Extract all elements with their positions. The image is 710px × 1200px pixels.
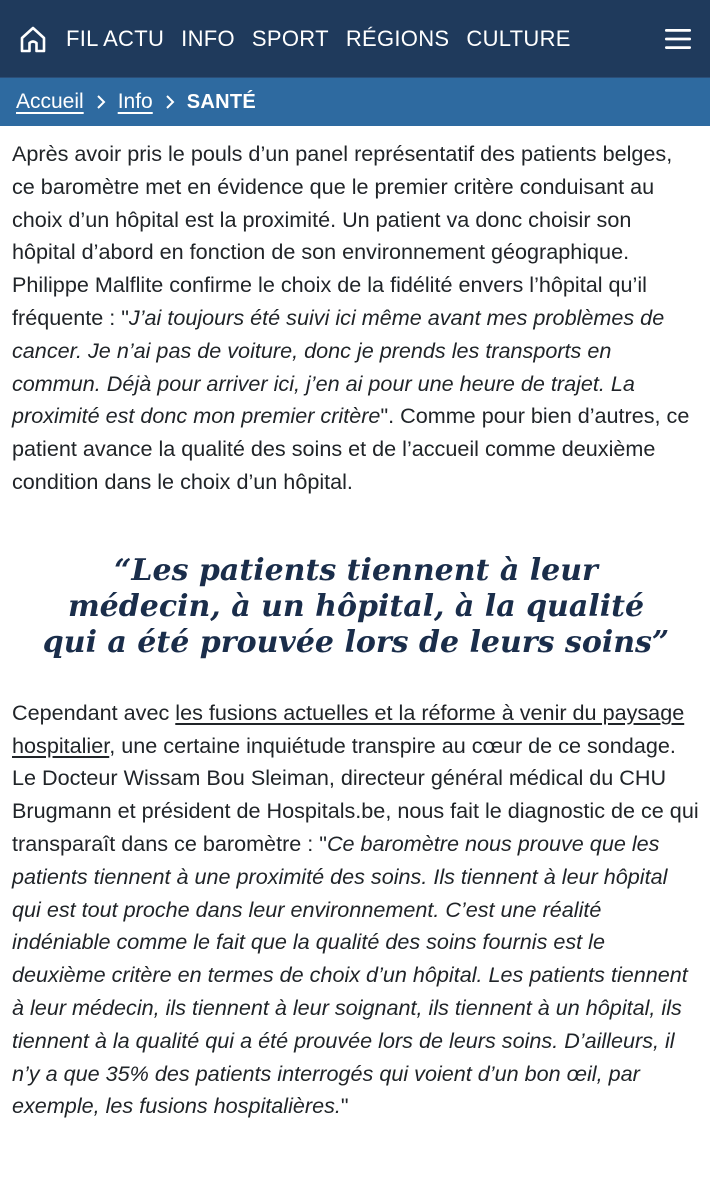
fusions-article-link[interactable]: les fusions actuelles et la réforme à venir du paysage hospitalier xyxy=(12,699,685,758)
breadcrumb-current: SANTÉ xyxy=(186,90,257,113)
nav-item-sport[interactable]: SPORT xyxy=(251,25,329,51)
patient-quote: J’ai toujours été suivi ici même avant mes problèmes de cancer. Je n’ai pas de voiture, donc je prends les transports en commun. Déjà pour arriver ici, j’en ai pour une heure de trajet. La proximité est donc mon premier critère xyxy=(12,304,665,429)
article-paragraph-1 xyxy=(12,138,700,499)
pull-quote: “Les patients tiennent à leur médecin, à un hôpital, à la qualité qui a été prouvée lors de leurs soins” xyxy=(42,552,670,660)
chevron-right-icon xyxy=(96,94,106,110)
article-paragraph-2 xyxy=(12,697,700,1123)
paragraph-text: Après avoir pris le pouls d’un panel représentatif des patients belges, ce baromètre met en évidence que le premier critère conduisant au choix d’un hôpital est la proximité. Un patient va donc choisir son hôpital d’abord en fonction de son environnement géographique. Philippe Malflite confirme le choix de la fidélité envers l’hôpital qu’il fréquente : " xyxy=(12,141,673,330)
nav-item-regions[interactable]: RÉGIONS xyxy=(345,25,450,51)
paragraph-text: ". Comme pour bien d’autres, ce patient avance la qualité des soins et de l’accueil comme deuxième condition dans le choix d’un hôpital. xyxy=(12,403,690,494)
top-navigation xyxy=(0,0,710,78)
hamburger-menu-icon[interactable] xyxy=(662,23,694,55)
nav-item-culture[interactable]: CULTURE xyxy=(466,25,571,51)
main-menu xyxy=(66,26,662,52)
chevron-right-icon xyxy=(165,94,175,110)
home-icon[interactable] xyxy=(18,24,48,54)
article-body xyxy=(0,126,710,1123)
breadcrumb-home-link[interactable]: Accueil xyxy=(16,90,84,113)
doctor-quote: Ce baromètre nous prouve que les patients tiennent à une proximité des soins. Ils tiennent à leur hôpital qui est tout proche dans leur environnement. C’est une réalité indéniable comme le fait que la qualité des soins fournis est le deuxième critère en termes de choix d’un hôpital. Les patients tiennent à leur médecin, ils tiennent à leur soignant, ils tiennent à un hôpital, ils tiennent à la qualité qui a été prouvée lors de leurs soins. D’ailleurs, il n’y a que 35% des patients interrogés qui voient d’un bon œil, par exemple, les fusions hospitalières. xyxy=(12,830,688,1119)
breadcrumb-info-link[interactable]: Info xyxy=(117,90,153,113)
breadcrumb xyxy=(0,78,710,126)
paragraph-text: , une certaine inquiétude transpire au cœur de ce sondage. Le Docteur Wissam Bou Sleiman, directeur général médical du CHU Brugmann et président de Hospitals.be, nous fait le diagnostic de ce qui transparaît dans ce baromètre : " xyxy=(12,732,699,856)
paragraph-text: " xyxy=(340,1093,349,1119)
nav-item-fil-actu[interactable]: FIL ACTU xyxy=(66,25,165,51)
paragraph-text: Cependant avec xyxy=(12,699,176,725)
nav-item-info[interactable]: INFO xyxy=(181,25,235,51)
